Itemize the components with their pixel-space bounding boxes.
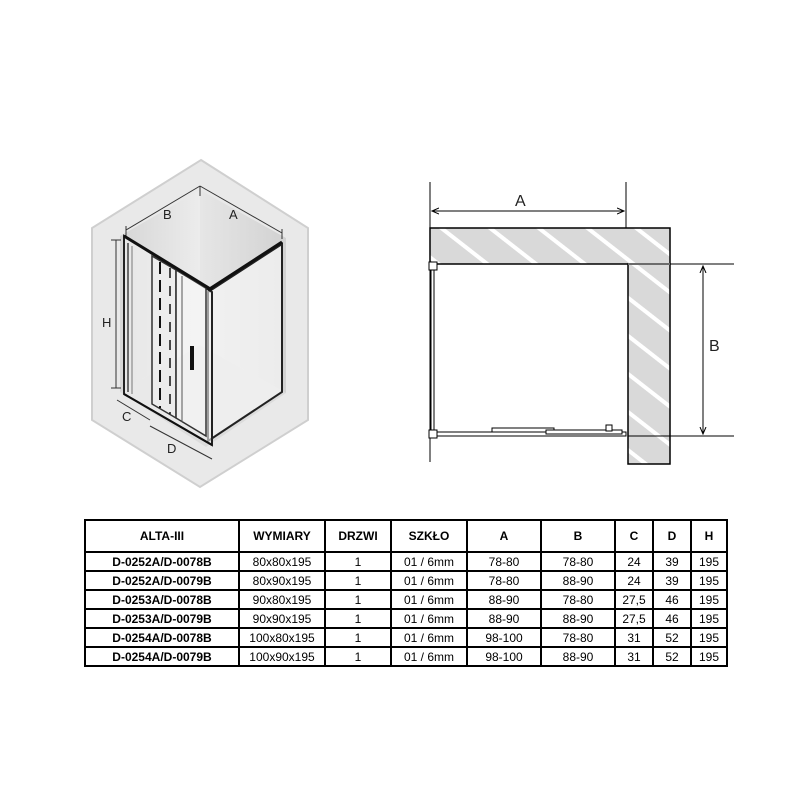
table-cell: 98-100: [467, 628, 541, 647]
table-cell: 88-90: [541, 609, 615, 628]
column-header: SZKŁO: [391, 520, 467, 552]
table-cell: 80x80x195: [239, 552, 325, 571]
iso-label-h: H: [102, 315, 112, 330]
iso-label-a: A: [229, 207, 238, 222]
table-cell: 78-80: [541, 590, 615, 609]
spec-table: [84, 519, 728, 667]
table-cell: 1: [325, 571, 391, 590]
table-cell: 31: [615, 647, 653, 666]
table-cell: 88-90: [467, 590, 541, 609]
model-cell: D-0253A/D-0078B: [85, 590, 239, 609]
table-cell: 100x80x195: [239, 628, 325, 647]
table-row: [85, 609, 727, 628]
table-cell: 88-90: [541, 571, 615, 590]
table-cell: 88-90: [467, 609, 541, 628]
table-cell: 24: [615, 552, 653, 571]
table-header-row: [85, 520, 727, 552]
plan-wall-right: [628, 264, 670, 464]
table-cell: 1: [325, 552, 391, 571]
table-cell: 1: [325, 647, 391, 666]
table-cell: 52: [653, 647, 691, 666]
plan-view: [429, 182, 734, 464]
model-cell: D-0253A/D-0079B: [85, 609, 239, 628]
table-cell: 98-100: [467, 647, 541, 666]
table-cell: 39: [653, 552, 691, 571]
iso-sliding-panel-1: [152, 256, 176, 418]
table-cell: 90x90x195: [239, 609, 325, 628]
table-cell: 24: [615, 571, 653, 590]
table-cell: 78-80: [541, 552, 615, 571]
column-header: B: [541, 520, 615, 552]
door-handle-icon: [190, 346, 194, 370]
table-cell: 78-80: [467, 552, 541, 571]
model-cell: D-0254A/D-0079B: [85, 647, 239, 666]
column-header: H: [691, 520, 727, 552]
column-header: D: [653, 520, 691, 552]
table-cell: 01 / 6mm: [391, 628, 467, 647]
table-row: [85, 590, 727, 609]
table-body: [85, 552, 727, 666]
table-cell: 195: [691, 609, 727, 628]
table-cell: 195: [691, 628, 727, 647]
table-cell: 88-90: [541, 647, 615, 666]
table-cell: 195: [691, 571, 727, 590]
table-cell: 78-80: [467, 571, 541, 590]
column-header: WYMIARY: [239, 520, 325, 552]
table-cell: 46: [653, 590, 691, 609]
table-cell: 90x80x195: [239, 590, 325, 609]
table-cell: 78-80: [541, 628, 615, 647]
table-cell: 01 / 6mm: [391, 590, 467, 609]
table-row: [85, 571, 727, 590]
table-cell: 80x90x195: [239, 571, 325, 590]
iso-label-d: D: [167, 441, 177, 456]
table-cell: 1: [325, 609, 391, 628]
table-row: [85, 552, 727, 571]
plan-label-b: B: [709, 338, 720, 355]
table-row: [85, 628, 727, 647]
table-cell: 01 / 6mm: [391, 571, 467, 590]
iso-label-c: C: [122, 409, 132, 424]
model-cell: D-0254A/D-0078B: [85, 628, 239, 647]
table-cell: 1: [325, 590, 391, 609]
table-cell: 195: [691, 552, 727, 571]
model-cell: D-0252A/D-0078B: [85, 552, 239, 571]
table-cell: 52: [653, 628, 691, 647]
iso-label-b: B: [163, 207, 172, 222]
column-header: DRZWI: [325, 520, 391, 552]
table-cell: 01 / 6mm: [391, 647, 467, 666]
isometric-view: [92, 160, 308, 487]
table-cell: 195: [691, 590, 727, 609]
table-cell: 1: [325, 628, 391, 647]
column-header: C: [615, 520, 653, 552]
table-cell: 39: [653, 571, 691, 590]
table-cell: 46: [653, 609, 691, 628]
table-cell: 01 / 6mm: [391, 552, 467, 571]
table-cell: 31: [615, 628, 653, 647]
column-header: A: [467, 520, 541, 552]
column-header: ALTA-III: [85, 520, 239, 552]
plan-wall-top: [430, 228, 670, 264]
table-cell: 27,5: [615, 609, 653, 628]
table-cell: 27,5: [615, 590, 653, 609]
table-cell: 01 / 6mm: [391, 609, 467, 628]
table-row: [85, 647, 727, 666]
table-cell: 195: [691, 647, 727, 666]
model-cell: D-0252A/D-0079B: [85, 571, 239, 590]
plan-label-a: A: [515, 193, 526, 210]
table-cell: 100x90x195: [239, 647, 325, 666]
plan-side-glass: [431, 268, 434, 434]
